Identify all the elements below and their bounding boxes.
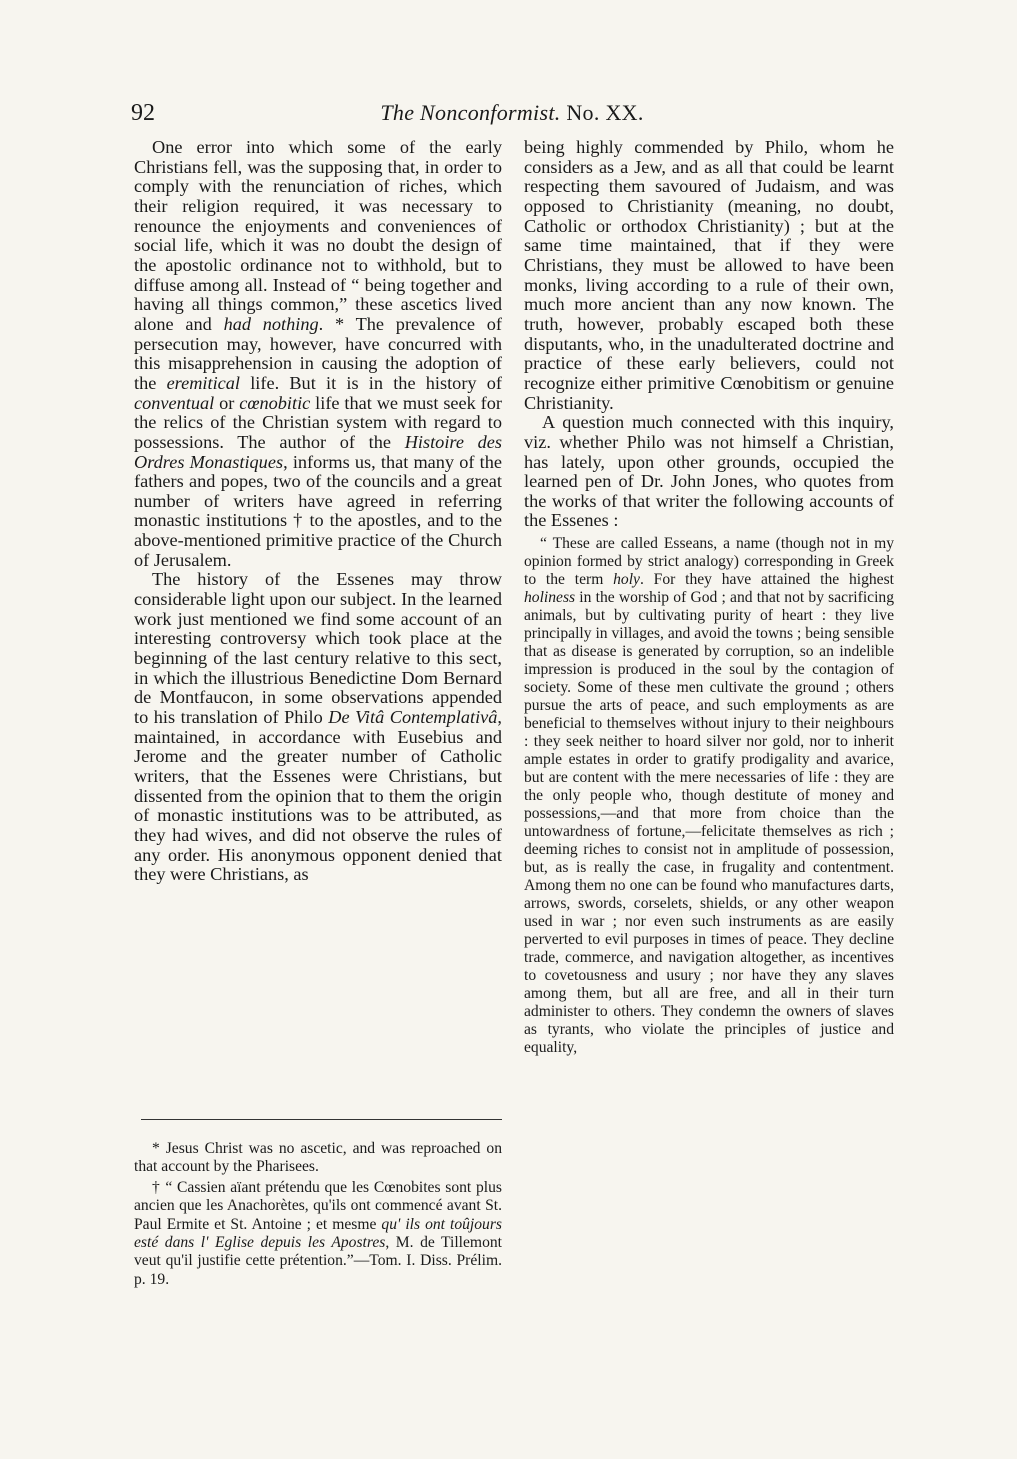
text-run: The history of the Essenes may throw considerable light upon our subject. In the learned work just mentioned we find some account of an interesting controversy which took place at the beginning of the last century relative to this sect, in which the illustrious Benedictine Dom Bernard de Montfaucon, in some observations appended to his translation of Philo [134,569,502,728]
text-run: or [214,392,240,413]
text-run: in the worship of God ; and that not by sacrificing animals, but by cultivating purity of heart : they live principally in villages, and avoid the towns ; being sensible that as disease is generated by corruption, so an indelible impression is produced in the soul by the contagion of society. Some of these men cultivate the ground ; others pursue the arts of peace, and such employments as are beneficial to themselves without injury to their neighbours : they seek neither to hoard silver nor gold, nor to inherit ample estates in order to gratify prodigality and avarice, but are content with the mere necessaries of life : they are the only people who, though destitute of money and possessions,—and that more from choice than the untowardness of fortune,—felicitate themselves as rich ; deeming riches to consist not in amplitude of possession, but, as is really the case, in frugality and contentment. Among them no one can be found who manufactures darts, arrows, swords, corselets, shields, or any other weapon used in war ; nor even such instruments as are easily perverted to evil purposes in times of peace. They decline trade, commerce, and navigation altogether, as incentives to covetousness and usury ; nor have they any slaves among them, but all are free, and all in their turn administer to others. They condemn the owners of slaves as tyrants, who violate the principles of justice and equality, [524,589,894,1057]
issue-number: No. XX. [566,100,644,125]
page-number: 92 [131,100,155,126]
text-run: , informs us, that many of the fathers and popes, two of the councils and a great number of writers have agreed in referring monastic institutions † to the apostles, and to the above-mentioned primitive practice of the Church of Jerusalem. [134,451,502,570]
footnotes [134,1140,502,1289]
text-run: † “ Cassien aïant prétendu que les Cœnobites sont plus ancien que les Anachorètes, qu'ils ont commencé avant St. Paul Ermite et St. Antoine ; et mesme [134,1178,502,1233]
right-column [524,138,894,1057]
footnote-dagger [134,1179,502,1289]
paragraph-philo-commended: being highly commended by Philo, whom he considers as a Jew, and as all that could be learnt respecting them savoured of Judaism, and was opposed to Christianity (meaning, no doubt, Catholic or orthodox Christianity) ; but at the same time maintained, that if they were Christians, they must be allowed to have been monks, living according to a rule of their own, much more ancient than any now known. The truth, however, probably escaped both these disputants, who, in the unadulterated doctrine and practice of these early believers, could not recognize either primitive Cœnobitism or genuine Christianity. [524,137,894,413]
block-quote [524,535,894,1057]
italic-run: conventual [134,392,215,413]
text-run: , maintained, in accordance with Eusebius and Jerome and the greater number of Catholic writers, that the Essenes were Christians, but dissented from the opinion that to them the origin of monastic institutions was to be attributed, as they had wives, and did not observe the rules of any order. His anonymous opponent denied that they were Christians, as [134,707,502,885]
quote-paragraph [524,535,894,1057]
text-run: “ These are called Esseans, a name (though not in my opinion formed by strict analogy) corresponding in Greek to the term [524,535,894,589]
paragraph-essene-error [134,138,502,570]
paragraph-essenes-history [134,570,502,885]
footnote-asterisk: * Jesus Christ was no ascetic, and was reproached on that account by the Pharisees. [134,1140,502,1176]
text-run: . * The prevalence of persecution may, however, have concurred with this misapprehension in causing the adoption of the [134,313,502,393]
left-column [134,138,502,885]
footnote-divider [141,1119,502,1120]
running-title [131,100,893,126]
text-run: life. But it is in the history of [240,372,503,393]
italic-run: holy [613,571,640,589]
text-run: , M. de Tillemont veut qu'il justifie cette prétention.”—Tom. I. Diss. Prélim. p. 19. [134,1234,502,1288]
italic-run: Histoire des Ordres Monastiques [134,431,503,472]
italic-run: eremitical [166,372,240,393]
paragraph-question-philo: A question much connected with this inquiry, viz. whether Philo was not himself a Christian, has lately, upon other grounds, occupied the learned pen of Dr. John Jones, who quotes from the works of that writer the following accounts of the Essenes : [524,412,894,531]
journal-title: The Nonconformist. [380,100,561,125]
text-run: . For they have attained the highest [639,571,895,589]
italic-run: holiness [524,589,576,607]
italic-run: De Vitâ Contemplativâ [328,707,498,728]
italic-run: qu' ils ont toûjours esté dans l' Eglise depuis les Apostres [134,1215,502,1252]
italic-run: had nothing [223,313,319,334]
page-header [131,100,893,128]
text-run: One error into which some of the early Christians fell, was the supposing that, in order to comply with the renunciation of riches, which their religion required, it was necessary to renounce the enjoyments and conveniences of social life, which it was no doubt the design of the apostolic ordinance not to withhold, but to diffuse among all. Instead of “ being together and having all things common,” these ascetics lived alone and [134,137,502,334]
text-run: life that we must seek for the relics of the Christian system with regard to possessions. The author of the [134,392,502,452]
italic-run: cœnobitic [239,392,311,413]
